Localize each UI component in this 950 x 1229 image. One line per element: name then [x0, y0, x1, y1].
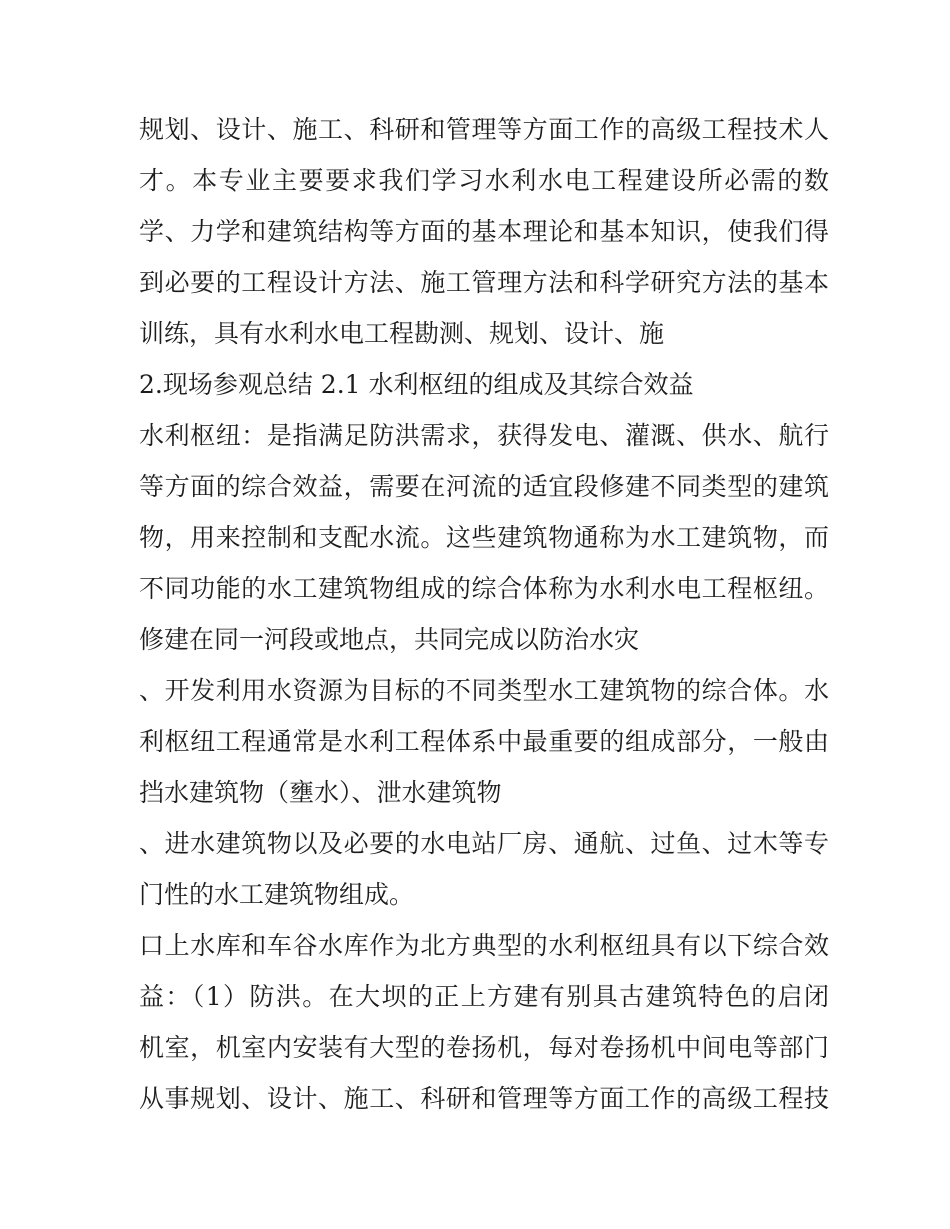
text-line: 物，用来控制和支配水流。这些建筑物通称为水工建筑物，而 [139, 523, 829, 552]
text-line: 、进水建筑物以及必要的水电站厂房、通航、过鱼、过木等专 [139, 829, 829, 858]
body-text [139, 104, 829, 1124]
text-line: 从事规划、设计、施工、科研和管理等方面工作的高级工程技 [139, 1084, 829, 1113]
text-line: 机室，机室内安装有大型的卷扬机，每对卷扬机中间电等部门 [139, 1033, 829, 1062]
text-line: 益：（1）防洪。在大坝的正上方建有别具古建筑特色的启闭 [139, 982, 829, 1011]
text-line: 水利枢纽：是指满足防洪需求，获得发电、灌溉、供水、航行 [139, 421, 829, 450]
text-line: 挡水建筑物（壅水）、泄水建筑物 [139, 778, 502, 807]
text-line: 才。本专业主要要求我们学习水利水电工程建设所必需的数 [139, 166, 829, 195]
text-line: 不同功能的水工建筑物组成的综合体称为水利水电工程枢纽。 [139, 574, 829, 603]
text-line: 口上水库和车谷水库作为北方典型的水利枢纽具有以下综合效 [139, 931, 829, 960]
text-line: 、开发利用水资源为目标的不同类型水工建筑物的综合体。水 [139, 676, 829, 705]
text-line: 2.现场参观总结 2.1 水利枢纽的组成及其综合效益 [139, 370, 694, 399]
text-line: 学、力学和建筑结构等方面的基本理论和基本知识，使我们得 [139, 217, 829, 246]
text-line: 等方面的综合效益，需要在河流的适宜段修建不同类型的建筑 [139, 472, 829, 501]
text-line: 门性的水工建筑物组成。 [139, 880, 415, 909]
text-line: 规划、设计、施工、科研和管理等方面工作的高级工程技术人 [139, 115, 829, 144]
text-line: 利枢纽工程通常是水利工程体系中最重要的组成部分，一般由 [139, 727, 829, 756]
text-line: 到必要的工程设计方法、施工管理方法和科学研究方法的基本 [139, 268, 829, 297]
text-line: 修建在同一河段或地点，共同完成以防治水灾 [139, 625, 640, 654]
text-line: 训练，具有水利水电工程勘测、规划、设计、施 [139, 319, 665, 348]
